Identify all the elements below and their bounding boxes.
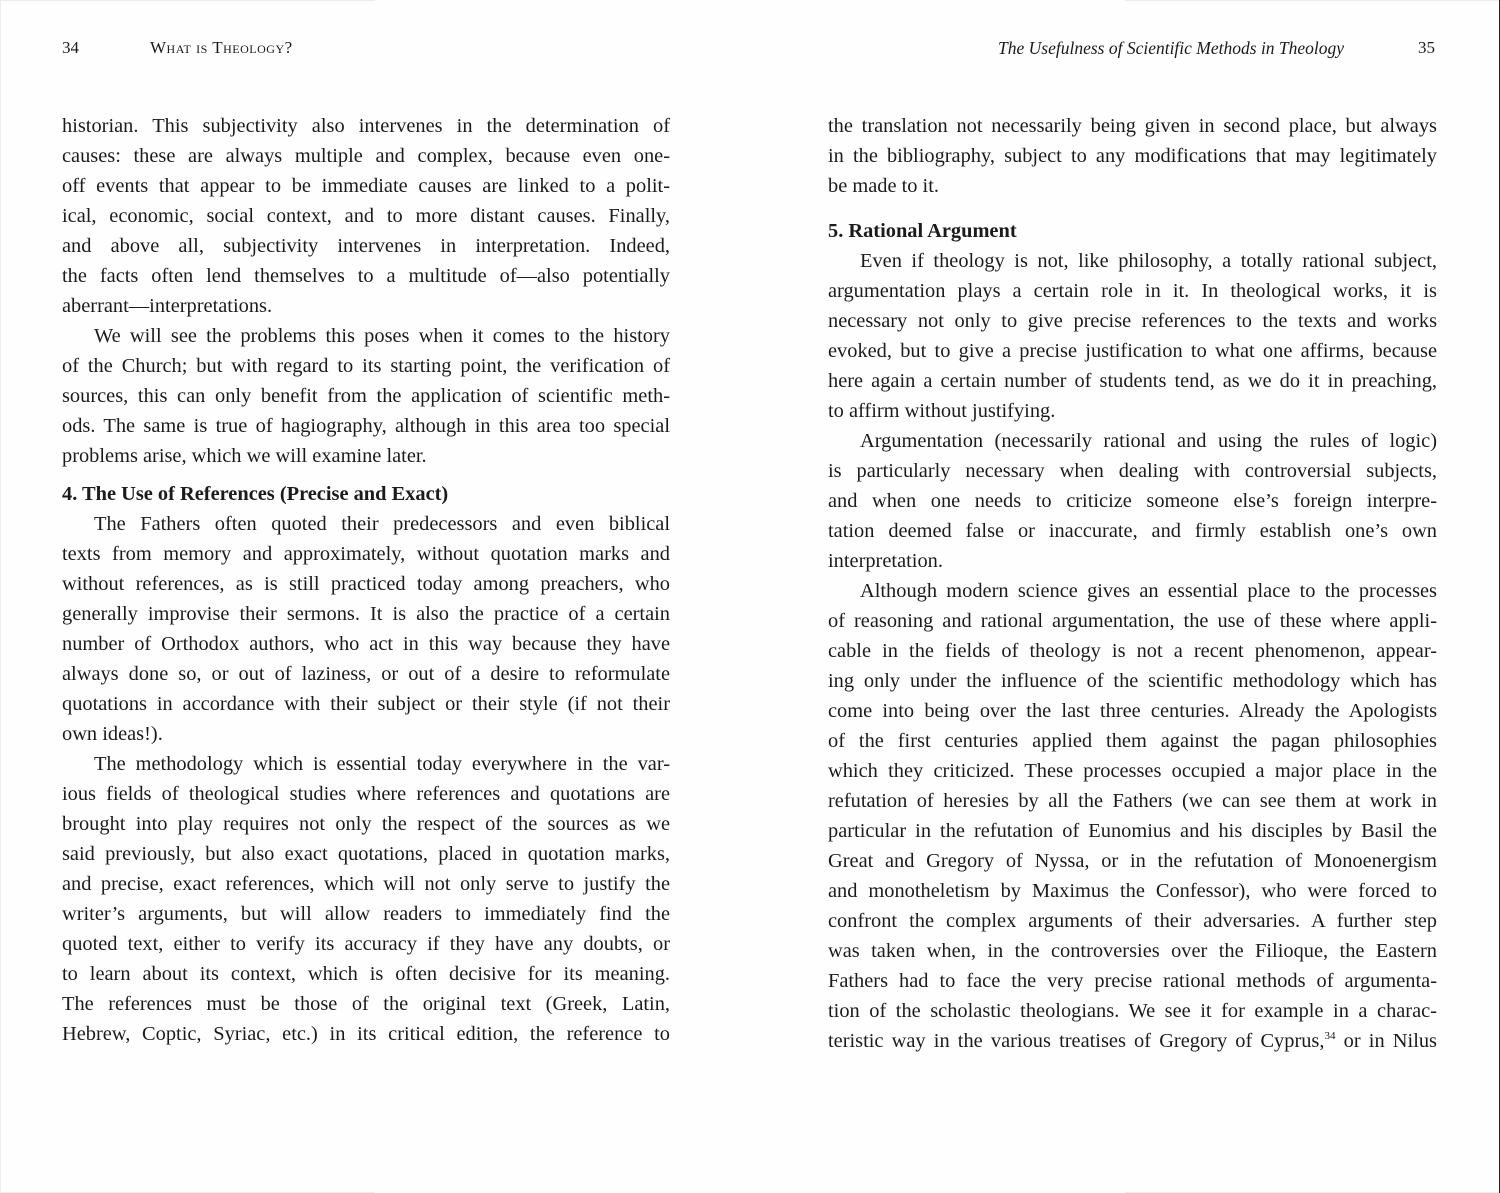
text-fragment: teristic way in the various treatises of Gregory of Cyprus,: [828, 1030, 1325, 1052]
text-line: here again a certain number of students tend, as we do it in preaching,: [828, 370, 1437, 392]
text-line: problems arise, which we will examine later.: [62, 445, 427, 467]
text-line: [828, 1026, 1437, 1056]
text-line: texts from memory and approximately, without quotation marks and: [62, 543, 670, 565]
left-running-head-title: [150, 38, 293, 58]
text-line: necessary not only to give precise references to the texts and works: [828, 310, 1437, 332]
text-line: aberrant—interpretations.: [62, 295, 273, 317]
text-line: We will see the problems this poses when it comes to the history: [94, 325, 670, 347]
text-line: said previously, but also exact quotations, placed in quotation marks,: [62, 843, 670, 865]
chapter-title: What is Theology?: [150, 38, 293, 57]
text-line: Even if theology is not, like philosophy, a totally rational subject,: [860, 250, 1437, 272]
page-number: 34: [62, 38, 79, 57]
text-line: Hebrew, Coptic, Syriac, etc.) in its critical edition, the reference to: [62, 1023, 670, 1045]
text-line: and precise, exact references, which will not only serve to justify the: [62, 873, 670, 895]
text-line: evoked, but to give a precise justification to what one affirms, because: [828, 340, 1437, 362]
text-line: causes: these are always multiple and complex, because even one-: [62, 145, 670, 167]
text-line: generally improvise their sermons. It is also the practice of a certain: [62, 603, 670, 625]
text-line: ious fields of theological studies where references and quotations are: [62, 783, 670, 805]
text-line: quoted text, either to verify its accuracy if they have any doubts, or: [62, 933, 670, 955]
text-line: to affirm without justifying.: [828, 400, 1056, 422]
text-line: quotations in accordance with their subject or their style (if not their: [62, 693, 670, 715]
text-line: argumentation plays a certain role in it. In theological works, it is: [828, 280, 1437, 302]
text-line: ods. The same is true of hagiography, although in this area too special: [62, 415, 670, 437]
section-heading: 5. Rational Argument: [828, 220, 1017, 242]
text-line: Great and Gregory of Nyssa, or in the refutation of Monoenergism: [828, 850, 1437, 872]
text-line: Fathers had to face the very precise rational methods of argumenta-: [828, 970, 1437, 992]
text-line: tation deemed false or inaccurate, and firmly establish one’s own: [828, 520, 1437, 542]
footnote-marker[interactable]: 34: [1324, 1030, 1336, 1043]
text-line: ical, economic, social context, and to more distant causes. Finally,: [62, 205, 670, 227]
text-line: historian. This subjectivity also intervenes in the determination of: [62, 115, 670, 137]
text-line: interpretation.: [828, 550, 943, 572]
text-line: off events that appear to be immediate causes are linked to a polit-: [62, 175, 670, 197]
text-line: to learn about its context, which is often decisive for its meaning.: [62, 963, 670, 985]
text-line: be made to it.: [828, 175, 939, 197]
text-line: of reasoning and rational argumentation, the use of these where appli-: [828, 610, 1437, 632]
left-running-head: [62, 38, 79, 58]
text-line: without references, as is still practiced today among preachers, who: [62, 573, 670, 595]
text-line: which they criticized. These processes occupied a major place in the: [828, 760, 1437, 782]
text-line: of the Church; but with regard to its starting point, the verification of: [62, 355, 670, 377]
text-line: tion of the scholastic theologians. We see it for example in a charac-: [828, 1000, 1437, 1022]
text-line: The Fathers often quoted their predecessors and even biblical: [94, 513, 670, 535]
text-line: confront the complex arguments of their adversaries. A further step: [828, 910, 1437, 932]
text-line: brought into play requires not only the respect of the sources as we: [62, 813, 670, 835]
text-line: always done so, or out of laziness, or out of a desire to reformulate: [62, 663, 670, 685]
section-heading: 4. The Use of References (Precise and Exact): [62, 483, 449, 505]
right-page: [750, 0, 1500, 1193]
text-line: The methodology which is essential today everywhere in the var-: [94, 753, 670, 775]
text-line: and above all, subjectivity intervenes in interpretation. Indeed,: [62, 235, 670, 257]
text-line: and monotheletism by Maximus the Confessor), who were forced to: [828, 880, 1437, 902]
text-line: sources, this can only benefit from the application of scientific meth-: [62, 385, 670, 407]
text-fragment: or in Nilus: [1335, 1030, 1437, 1052]
text-line: Argumentation (necessarily rational and using the rules of logic): [860, 430, 1437, 452]
text-line: number of Orthodox authors, who act in this way because they have: [62, 633, 670, 655]
text-line: refutation of heresies by all the Fathers (we can see them at work in: [828, 790, 1437, 812]
text-line: cable in the fields of theology is not a recent phenomenon, appear-: [828, 640, 1437, 662]
text-line: ing only under the influence of the scientific methodology which has: [828, 670, 1437, 692]
text-line: Although modern science gives an essential place to the processes: [860, 580, 1437, 602]
text-line: own ideas!).: [62, 723, 163, 745]
text-line: particular in the refutation of Eunomius and his disciples by Basil the: [828, 820, 1437, 842]
right-running-head: [1418, 38, 1435, 58]
text-line: was taken when, in the controversies over the Filioque, the Eastern: [828, 940, 1437, 962]
text-line: come into being over the last three centuries. Already the Apologists: [828, 700, 1437, 722]
text-line: the translation not necessarily being given in second place, but always: [828, 115, 1437, 137]
text-line: in the bibliography, subject to any modifications that may legitimately: [828, 145, 1437, 167]
text-line: writer’s arguments, but will allow readers to immediately find the: [62, 903, 670, 925]
text-line: and when one needs to criticize someone else’s foreign interpre-: [828, 490, 1437, 512]
page-number: 35: [1418, 38, 1435, 57]
right-running-head-title: [998, 38, 1344, 59]
text-line: of the first centuries applied them against the pagan philosophies: [828, 730, 1437, 752]
text-line: the facts often lend themselves to a multitude of—also potentially: [62, 265, 670, 287]
text-line: is particularly necessary when dealing with controversial subjects,: [828, 460, 1437, 482]
section-title: The Usefulness of Scientific Methods in Theology: [998, 38, 1345, 58]
text-line: The references must be those of the original text (Greek, Latin,: [62, 993, 670, 1015]
